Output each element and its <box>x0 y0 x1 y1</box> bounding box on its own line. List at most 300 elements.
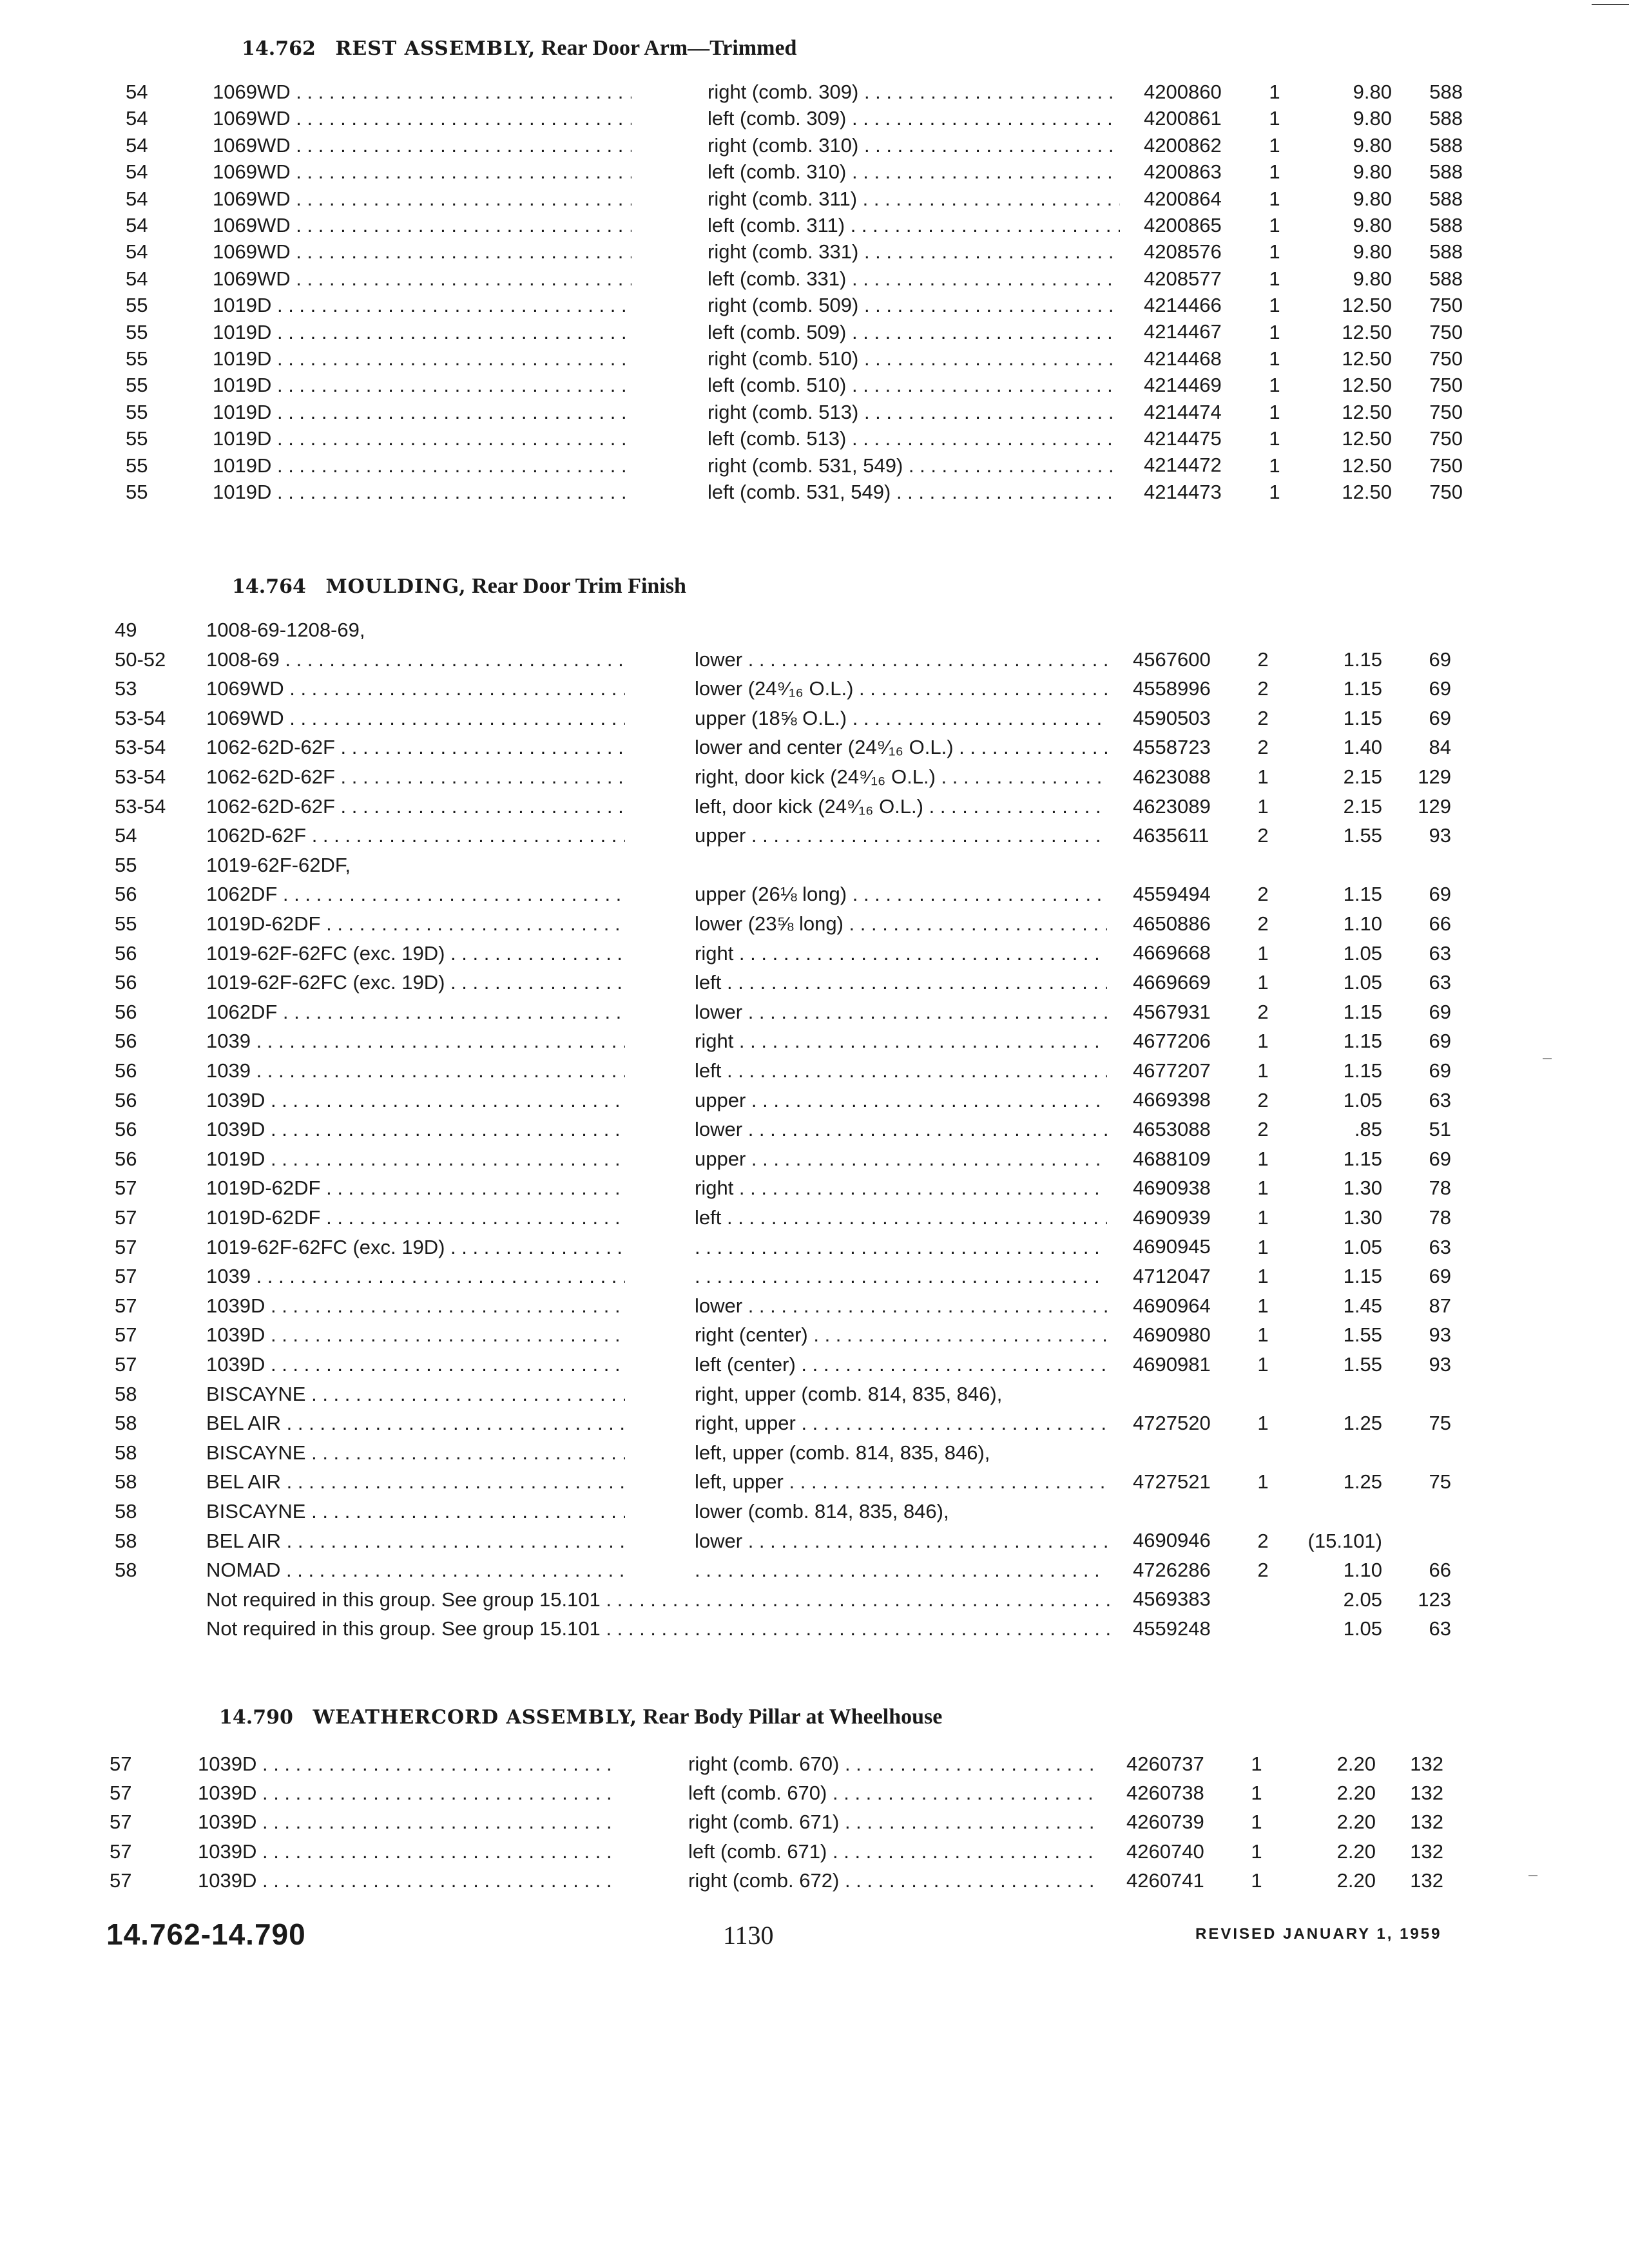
description-cell: upper . . . <box>695 821 1107 850</box>
table-row <box>0 792 1629 822</box>
year-cell: 56 <box>115 883 137 906</box>
year-cell: 58 <box>115 1412 137 1435</box>
list-price-cell: 2.20 <box>1336 1782 1376 1805</box>
description-cell: left, upper . . . <box>695 1467 1107 1497</box>
part-number-cell: 4690964 <box>1133 1294 1211 1317</box>
quantity-cell: 2 <box>1257 677 1269 700</box>
part-number-cell: 4690938 <box>1133 1177 1211 1200</box>
list-price-cell: 1.15 <box>1343 648 1382 671</box>
table-row <box>0 939 1629 968</box>
description-cell: right (comb. 310) . . . <box>708 131 1120 160</box>
exchange-price-cell: 588 <box>1429 240 1463 264</box>
table-row <box>0 344 1629 374</box>
table-row <box>0 1173 1629 1203</box>
list-price-cell: 9.80 <box>1353 187 1392 210</box>
quantity-cell: 1 <box>1257 1147 1269 1170</box>
exchange-price-cell: 588 <box>1429 160 1463 184</box>
model-cell: 1069WD . . . <box>213 131 631 160</box>
exchange-price-cell: 750 <box>1429 374 1463 397</box>
description-cell <box>695 1233 1107 1262</box>
section-subtitle: Rear Body Pillar at Wheelhouse <box>642 1705 943 1729</box>
table-row <box>0 645 1629 675</box>
description-cell: upper . . . <box>695 1144 1107 1174</box>
list-price-cell: 1.15 <box>1343 1147 1382 1170</box>
model-cell: 1069WD . . . <box>213 211 631 240</box>
exchange-price-cell: 588 <box>1429 107 1463 130</box>
model-cell: 1008-69 . . . <box>206 645 625 675</box>
table-row <box>0 1262 1629 1291</box>
table-row <box>0 291 1629 320</box>
description-cell: lower (comb. 814, 835, 846), <box>695 1500 949 1523</box>
year-cell: 56 <box>115 971 137 994</box>
part-number-cell: 4726286 <box>1133 1558 1211 1581</box>
model-cell: 1019D . . . <box>213 344 631 374</box>
model-cell: BEL AIR . . . <box>206 1467 625 1497</box>
model-cell: 1069WD . . . <box>213 104 631 133</box>
exchange-price-cell: 63 <box>1429 971 1451 994</box>
table-row <box>0 157 1629 187</box>
part-number-cell: 4569383 <box>1133 1588 1211 1611</box>
list-price-cell: 1.15 <box>1343 706 1382 729</box>
table-row <box>0 184 1629 214</box>
model-cell: 1019D . . . <box>213 398 631 427</box>
year-cell: 58 <box>115 1382 137 1405</box>
model-cell: 1019D-62DF . . . <box>206 1173 625 1203</box>
description-cell: right, upper (comb. 814, 835, 846), <box>695 1382 1003 1405</box>
list-price-cell: 1.30 <box>1343 1177 1382 1200</box>
exchange-price-cell: 69 <box>1429 1059 1451 1082</box>
list-price-cell: (15.101) <box>1307 1529 1382 1552</box>
quantity-cell: 1 <box>1257 1177 1269 1200</box>
table-row <box>0 879 1629 909</box>
list-price-cell: 1.05 <box>1343 1088 1382 1111</box>
part-number-cell: 4727521 <box>1133 1470 1211 1494</box>
year-cell: 56 <box>115 941 137 965</box>
year-cell: 56 <box>115 1000 137 1023</box>
description-cell <box>695 1555 1107 1585</box>
section-subtitle: Rear Door Trim Finish <box>472 574 686 598</box>
model-cell: 1039D . . . <box>198 1807 610 1837</box>
description-cell: upper (26⅛ long) . . . <box>695 879 1107 909</box>
table-row <box>0 1026 1629 1056</box>
table-row <box>0 1320 1629 1350</box>
list-price-cell: 1.10 <box>1343 1559 1382 1582</box>
exchange-price-cell: 588 <box>1429 81 1463 103</box>
year-cell: 55 <box>126 400 148 423</box>
table-row <box>0 1555 1629 1585</box>
model-cell: 1019D . . . <box>213 451 631 481</box>
table-row <box>0 615 1629 645</box>
description-cell: lower (24⁹⁄₁₆ O.L.) . . . <box>695 674 1107 704</box>
description-cell: right . . . <box>695 1173 1107 1203</box>
model-cell: Not required in this group. See group 15.101 . . . <box>206 1585 1117 1615</box>
section-heading <box>242 32 796 64</box>
description-cell: upper (18⅝ O.L.) . . . <box>695 704 1107 733</box>
quantity-cell: 1 <box>1269 294 1280 317</box>
quantity-cell: 1 <box>1257 1235 1269 1258</box>
description-cell: right (comb. 331) . . . <box>708 237 1120 267</box>
model-cell: 1069WD . . . <box>213 157 631 187</box>
table-row <box>0 451 1629 481</box>
list-price-cell: 1.25 <box>1343 1470 1382 1494</box>
quantity-cell: 2 <box>1257 1118 1269 1141</box>
part-number-cell: 4214468 <box>1144 347 1222 370</box>
part-number-cell: 4214472 <box>1144 454 1222 477</box>
exchange-price-cell: 63 <box>1429 1088 1451 1111</box>
year-cell: 53-54 <box>115 736 166 759</box>
year-cell: 54 <box>115 824 137 847</box>
description-cell: upper . . . <box>695 1086 1107 1115</box>
year-cell: 57 <box>115 1206 137 1229</box>
list-price-cell: 1.30 <box>1343 1206 1382 1229</box>
model-cell: 1019-62F-62FC (exc. 19D) . . . <box>206 939 625 968</box>
exchange-price-cell: 63 <box>1429 941 1451 965</box>
description-cell: left . . . <box>695 968 1107 997</box>
year-cell: 55 <box>126 347 148 370</box>
model-cell: 1069WD . . . <box>213 237 631 267</box>
part-number-cell: 4214473 <box>1144 480 1222 503</box>
description-cell: right (comb. 670) . . . <box>688 1749 1101 1779</box>
table-row <box>0 131 1629 160</box>
exchange-price-cell: 63 <box>1429 1235 1451 1258</box>
exchange-price-cell: 588 <box>1429 133 1463 157</box>
list-price-cell: 2.20 <box>1336 1869 1376 1892</box>
section-subtitle: Rear Door Arm—Trimmed <box>541 36 797 60</box>
quantity-cell: 1 <box>1269 133 1280 157</box>
part-number-cell: 4727520 <box>1133 1411 1211 1434</box>
margin-mark <box>1543 1058 1552 1059</box>
year-cell: 55 <box>126 454 148 477</box>
year-cell: 55 <box>126 481 148 503</box>
exchange-price-cell: 75 <box>1429 1412 1451 1435</box>
description-cell: right (comb. 671) . . . <box>688 1807 1101 1837</box>
exchange-price-cell: 123 <box>1418 1588 1451 1611</box>
quantity-cell: 1 <box>1269 107 1280 130</box>
year-cell: 49 <box>115 619 137 641</box>
part-number-cell: 4669668 <box>1133 941 1211 965</box>
part-number-cell: 4559494 <box>1133 883 1211 906</box>
part-number-cell: 4669398 <box>1133 1088 1211 1111</box>
table-row <box>0 370 1629 400</box>
exchange-price-cell: 750 <box>1429 347 1463 370</box>
description-cell: right (comb. 509) . . . <box>708 291 1120 320</box>
quantity-cell: 2 <box>1257 736 1269 759</box>
year-cell: 50-52 <box>115 648 166 671</box>
exchange-price-cell: 69 <box>1429 883 1451 906</box>
table-row <box>0 704 1629 733</box>
part-number-cell: 4688109 <box>1133 1147 1211 1170</box>
description-cell: lower . . . <box>695 1291 1107 1321</box>
quantity-cell: 1 <box>1269 427 1280 450</box>
section-title: MOULDING, <box>325 575 467 598</box>
year-cell: 57 <box>115 1294 137 1317</box>
year-cell: 57 <box>115 1323 137 1347</box>
year-cell: 56 <box>115 1059 137 1082</box>
section-heading <box>232 570 686 602</box>
quantity-cell: 1 <box>1257 1412 1269 1435</box>
year-cell: 55 <box>126 320 148 343</box>
exchange-price-cell: 69 <box>1429 1265 1451 1288</box>
list-price-cell: 1.55 <box>1343 1323 1382 1347</box>
part-number-cell: 4677207 <box>1133 1059 1211 1082</box>
list-price-cell: 1.25 <box>1343 1412 1382 1435</box>
part-number-cell: 4214474 <box>1144 400 1222 423</box>
list-price-cell: 12.50 <box>1342 481 1392 503</box>
model-cell: BEL AIR . . . <box>206 1408 625 1438</box>
quantity-cell: 1 <box>1269 400 1280 423</box>
part-number-cell: 4260739 <box>1126 1811 1204 1834</box>
part-number-cell: 4567600 <box>1133 648 1211 671</box>
quantity-cell: 1 <box>1269 481 1280 503</box>
model-cell: 1039D . . . <box>206 1350 625 1379</box>
quantity-cell: 2 <box>1257 1000 1269 1023</box>
list-price-cell: 12.50 <box>1342 374 1392 397</box>
year-cell: 56 <box>115 1147 137 1170</box>
year-cell: 53 <box>115 677 137 700</box>
description-cell: left (center) . . . <box>695 1350 1107 1379</box>
list-price-cell: 1.10 <box>1343 912 1382 935</box>
description-cell: lower (23⅝ long) . . . <box>695 909 1107 939</box>
table-row <box>0 1115 1629 1144</box>
model-cell: 1039D . . . <box>198 1749 610 1779</box>
description-cell: left (comb. 331) . . . <box>708 264 1120 294</box>
part-number-cell: 4260738 <box>1126 1782 1204 1805</box>
section-heading <box>219 1701 942 1733</box>
table-row <box>0 424 1629 454</box>
revision-date: REVISED JANUARY 1, 1959 <box>1195 1925 1442 1943</box>
description-cell: lower . . . <box>695 645 1107 675</box>
part-number-cell: 4690981 <box>1133 1352 1211 1376</box>
model-cell: 1019-62F-62FC (exc. 19D) . . . <box>206 1233 625 1262</box>
exchange-price-cell: 750 <box>1429 320 1463 343</box>
quantity-cell: 1 <box>1251 1869 1262 1892</box>
list-price-cell: 1.15 <box>1343 1030 1382 1053</box>
year-cell: 54 <box>126 267 148 290</box>
exchange-price-cell: 132 <box>1410 1782 1443 1805</box>
list-price-cell: 12.50 <box>1342 400 1392 423</box>
quantity-cell: 1 <box>1257 1323 1269 1347</box>
part-number-cell: 4260737 <box>1126 1753 1204 1775</box>
quantity-cell: 1 <box>1251 1753 1262 1775</box>
quantity-cell: 1 <box>1257 1470 1269 1494</box>
quantity-cell: 1 <box>1269 267 1280 290</box>
table-row <box>0 674 1629 704</box>
year-cell: 58 <box>115 1441 137 1464</box>
list-price-cell: 1.15 <box>1343 883 1382 906</box>
exchange-price-cell: 750 <box>1429 481 1463 503</box>
description-cell: lower . . . <box>695 1526 1107 1556</box>
model-cell: 1019D-62DF . . . <box>206 909 625 939</box>
list-price-cell: 2.15 <box>1343 794 1382 818</box>
description-cell <box>695 1262 1107 1291</box>
table-row <box>0 1379 1629 1409</box>
list-price-cell: 2.05 <box>1343 1588 1382 1611</box>
model-cell: 1062D-62F . . . <box>206 821 625 850</box>
table-row <box>0 997 1629 1027</box>
exchange-price-cell: 132 <box>1410 1869 1443 1892</box>
part-number-cell: 4677206 <box>1133 1030 1211 1053</box>
model-cell: 1039D . . . <box>206 1086 625 1115</box>
year-cell: 58 <box>115 1529 137 1552</box>
list-price-cell: 12.50 <box>1342 320 1392 343</box>
table-row <box>0 1291 1629 1321</box>
quantity-cell: 1 <box>1269 81 1280 103</box>
quantity-cell: 1 <box>1257 1353 1269 1376</box>
model-cell: BEL AIR . . . <box>206 1526 625 1556</box>
list-price-cell: 1.15 <box>1343 677 1382 700</box>
quantity-cell: 2 <box>1257 1559 1269 1582</box>
description-cell: left . . . <box>695 1203 1107 1233</box>
part-number-cell: 4690939 <box>1133 1206 1211 1229</box>
part-number-cell: 4712047 <box>1133 1264 1211 1287</box>
exchange-price-cell: 78 <box>1429 1206 1451 1229</box>
model-cell: 1039D . . . <box>206 1320 625 1350</box>
exchange-price-cell: 588 <box>1429 187 1463 210</box>
model-cell: 1019D . . . <box>213 477 631 507</box>
table-row <box>0 1837 1629 1867</box>
quantity-cell: 1 <box>1257 1206 1269 1229</box>
year-cell: 54 <box>126 133 148 157</box>
exchange-price-cell: 78 <box>1429 1177 1451 1200</box>
year-cell: 56 <box>115 1030 137 1053</box>
table-row <box>0 104 1629 133</box>
part-number-cell: 4590503 <box>1133 706 1211 729</box>
table-row <box>0 1233 1629 1262</box>
table-row <box>0 1203 1629 1233</box>
description-cell: left (comb. 510) . . . <box>708 370 1120 400</box>
quantity-cell: 1 <box>1251 1782 1262 1805</box>
quantity-cell: 1 <box>1251 1840 1262 1863</box>
year-cell: 54 <box>126 214 148 236</box>
list-price-cell: 1.55 <box>1343 1353 1382 1376</box>
exchange-price-cell: 132 <box>1410 1811 1443 1834</box>
table-row <box>0 1408 1629 1438</box>
model-cell: 1019D . . . <box>213 424 631 454</box>
description-cell: left, upper (comb. 814, 835, 846), <box>695 1441 990 1464</box>
table-row <box>0 264 1629 294</box>
list-price-cell: 1.15 <box>1343 1000 1382 1023</box>
scan-mark <box>1592 4 1629 5</box>
exchange-price-cell: 588 <box>1429 214 1463 236</box>
table-row <box>0 1497 1629 1526</box>
list-price-cell: 9.80 <box>1353 240 1392 264</box>
description-cell: right . . . <box>695 1026 1107 1056</box>
model-cell: 1069WD . . . <box>206 704 625 733</box>
model-cell: 1062DF . . . <box>206 997 625 1027</box>
description-cell: left (comb. 671) . . . <box>688 1837 1101 1867</box>
table-row <box>0 909 1629 939</box>
list-price-cell: 9.80 <box>1353 107 1392 130</box>
exchange-price-cell: 66 <box>1429 912 1451 935</box>
model-cell: 1069WD . . . <box>213 77 631 107</box>
description-cell: right (comb. 672) . . . <box>688 1866 1101 1896</box>
table-row <box>0 1585 1629 1615</box>
list-price-cell: 12.50 <box>1342 454 1392 477</box>
description-cell: right (comb. 309) . . . <box>708 77 1120 107</box>
quantity-cell: 2 <box>1257 1529 1269 1552</box>
year-cell: 57 <box>110 1840 132 1863</box>
quantity-cell: 1 <box>1251 1811 1262 1834</box>
part-number-cell: 4214475 <box>1144 427 1222 450</box>
exchange-price-cell: 66 <box>1429 1559 1451 1582</box>
exchange-price-cell: 51 <box>1429 1118 1451 1141</box>
exchange-price-cell: 132 <box>1410 1840 1443 1863</box>
exchange-price-cell: 69 <box>1429 1000 1451 1023</box>
model-cell: 1019-62F-62DF, <box>206 853 351 876</box>
exchange-price-cell: 87 <box>1429 1294 1451 1317</box>
quantity-cell: 2 <box>1257 912 1269 935</box>
model-cell: 1019-62F-62FC (exc. 19D) . . . <box>206 968 625 997</box>
list-price-cell: 1.55 <box>1343 824 1382 847</box>
quantity-cell: 1 <box>1269 320 1280 343</box>
year-cell: 57 <box>110 1753 132 1775</box>
list-price-cell: 1.05 <box>1343 1617 1382 1640</box>
table-row <box>0 211 1629 240</box>
table-row <box>0 398 1629 427</box>
description-cell: left (comb. 670) . . . <box>688 1778 1101 1808</box>
margin-mark <box>1528 1875 1537 1876</box>
quantity-cell: 1 <box>1257 1059 1269 1082</box>
year-cell: 54 <box>126 107 148 130</box>
table-row <box>0 318 1629 347</box>
part-number-cell: 4623088 <box>1133 765 1211 788</box>
model-cell: 1069WD . . . <box>206 674 625 704</box>
model-cell: 1019D . . . <box>213 370 631 400</box>
page-range: 14.762-14.790 <box>106 1917 306 1951</box>
table-row <box>0 1749 1629 1779</box>
list-price-cell: 1.15 <box>1343 1265 1382 1288</box>
model-cell: 1062DF . . . <box>206 879 625 909</box>
year-cell: 57 <box>110 1869 132 1892</box>
part-number-cell: 4214466 <box>1144 294 1222 316</box>
section-number: 14.762 <box>242 37 316 60</box>
year-cell: 56 <box>115 1088 137 1111</box>
year-cell: 55 <box>115 853 137 876</box>
list-price-cell: 1.15 <box>1343 1059 1382 1082</box>
exchange-price-cell: 93 <box>1429 1353 1451 1376</box>
quantity-cell: 1 <box>1257 971 1269 994</box>
part-number-cell: 4690980 <box>1133 1323 1211 1347</box>
table-row <box>0 733 1629 762</box>
description-cell: left (comb. 311) . . . <box>708 211 1120 240</box>
model-cell: 1069WD . . . <box>213 184 631 214</box>
year-cell: 53-54 <box>115 706 166 729</box>
model-cell: 1019D . . . <box>206 1144 625 1174</box>
part-number-cell: 4208576 <box>1144 240 1222 264</box>
model-cell: 1019D . . . <box>213 318 631 347</box>
list-price-cell: 12.50 <box>1342 294 1392 317</box>
year-cell: 58 <box>115 1500 137 1523</box>
quantity-cell: 2 <box>1257 706 1269 729</box>
part-number-cell: 4559248 <box>1133 1617 1211 1640</box>
description-cell: lower . . . <box>695 1115 1107 1144</box>
year-cell: 57 <box>115 1265 137 1288</box>
exchange-price-cell: 129 <box>1418 794 1451 818</box>
description-cell: right (comb. 510) . . . <box>708 344 1120 374</box>
part-number-cell: 4690945 <box>1133 1235 1211 1258</box>
year-cell: 58 <box>115 1559 137 1582</box>
table-row <box>0 762 1629 792</box>
exchange-price-cell: 93 <box>1429 824 1451 847</box>
part-number-cell: 4214469 <box>1144 374 1222 397</box>
section-title: REST ASSEMBLY, <box>335 37 536 60</box>
table-row <box>0 1350 1629 1379</box>
quantity-cell: 2 <box>1257 648 1269 671</box>
quantity-cell: 1 <box>1257 794 1269 818</box>
list-price-cell: 12.50 <box>1342 347 1392 370</box>
list-price-cell: 1.45 <box>1343 1294 1382 1317</box>
table-row <box>0 1056 1629 1086</box>
